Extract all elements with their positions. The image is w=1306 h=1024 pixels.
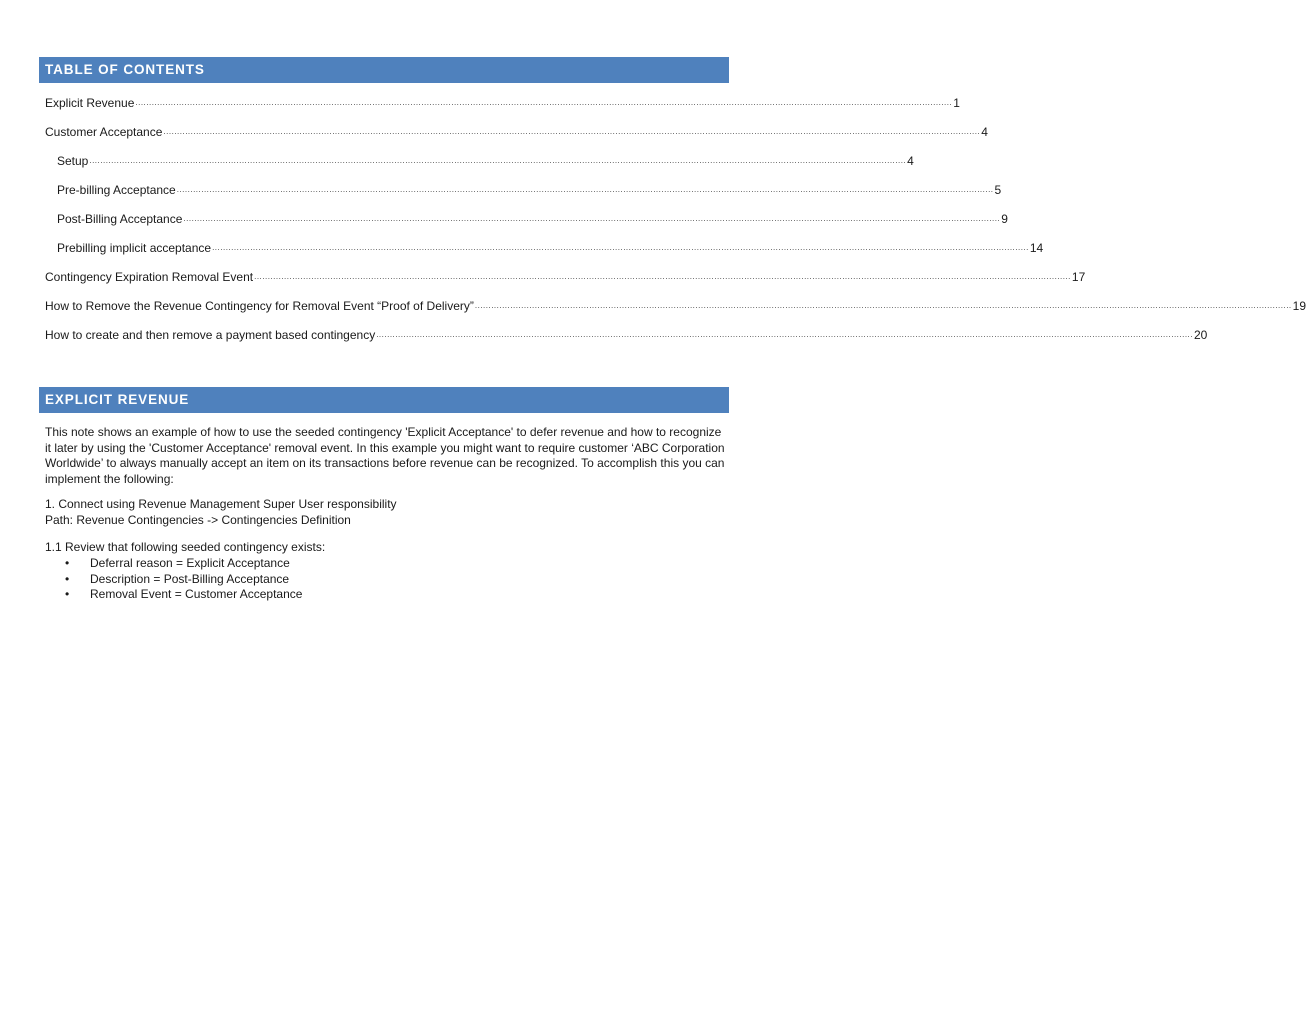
toc-leader-dots: ............................................................................................................................................................................................................................................................................................................	[89, 156, 907, 165]
toc-entry-title: How to create and then remove a payment based contingency	[45, 328, 376, 342]
toc-entry-customer-acceptance[interactable]	[45, 124, 988, 140]
toc-entry-post-billing-acceptance[interactable]	[57, 211, 1008, 227]
bullet-text: Removal Event = Customer Acceptance	[90, 587, 303, 601]
toc-entry-title: Prebilling implicit acceptance	[57, 241, 212, 255]
explicit-revenue-heading: EXPLICIT REVENUE	[39, 387, 729, 413]
toc-entry-title: How to Remove the Revenue Contingency for Removal Event “Proof of Delivery”	[45, 299, 474, 313]
list-item	[45, 572, 302, 588]
intro-paragraph: This note shows an example of how to use the seeded contingency 'Explicit Acceptance' to defer revenue and how to recognize it later by using the 'Customer Acceptance' removal event. In this example you might want to require customer ‘ABC Corporation Worldwide’ to always manually accept an item on its transactions before revenue can be recognized. To accomplish this you can implement the following:	[45, 425, 725, 486]
bullet-dot: •	[65, 587, 70, 601]
toc-leader-dots: ............................................................................................................................................................................................................................................................................................................	[183, 214, 1001, 223]
toc-entry-page: 20	[1194, 328, 1208, 342]
toc-leader-dots: ............................................................................................................................................................................................................................................................................................................	[176, 185, 994, 194]
toc-entry-page: 9	[1001, 212, 1008, 226]
toc-entry-title: Pre-billing Acceptance	[57, 183, 176, 197]
toc-entry-page: 14	[1029, 241, 1044, 255]
toc-leader-dots: ............................................................................................................................................................................................................................................................................................................	[212, 243, 1029, 252]
toc-heading: TABLE OF CONTENTS	[39, 57, 729, 83]
toc-leader-dots: ............................................................................................................................................................................................................................................................................................................	[474, 301, 1292, 310]
toc-entry-pre-billing-acceptance[interactable]	[57, 182, 1002, 198]
toc-entry-prebilling-implicit-acceptance[interactable]	[57, 240, 1044, 256]
step-1-1-text: 1.1 Review that following seeded contingency exists:	[45, 540, 326, 554]
step-1-text: 1. Connect using Revenue Management Super User responsibility	[45, 497, 397, 511]
toc-leader-dots: ............................................................................................................................................................................................................................................................................................................	[376, 330, 1193, 339]
toc-entry-page: 17	[1071, 270, 1086, 284]
toc-entry-page: 1	[953, 96, 960, 110]
bullet-text: Description = Post-Billing Acceptance	[90, 571, 290, 586]
toc-leader-dots: ............................................................................................................................................................................................................................................................................................................	[254, 272, 1071, 281]
path-text: Path: Revenue Contingencies -> Contingencies Definition	[45, 513, 351, 527]
toc-entry-page: 19	[1292, 299, 1306, 313]
toc-entry-page: 4	[981, 125, 988, 139]
toc-leader-dots: ............................................................................................................................................................................................................................................................................................................	[135, 98, 953, 107]
toc-entry-title: Contingency Expiration Removal Event	[45, 270, 254, 284]
toc-entry-explicit-revenue[interactable]	[45, 95, 960, 111]
toc-entry-title: Post-Billing Acceptance	[57, 212, 183, 226]
toc-entry-proof-of-delivery[interactable]	[45, 298, 1306, 314]
toc-entry-title: Explicit Revenue	[45, 96, 135, 110]
list-item	[45, 587, 302, 603]
list-item	[45, 556, 302, 572]
toc-entry-page: 4	[907, 154, 914, 168]
contingency-bullet-list	[45, 556, 302, 603]
toc-leader-dots: ............................................................................................................................................................................................................................................................................................................	[163, 127, 981, 136]
toc-entry-title: Setup	[57, 154, 89, 168]
toc-entry-title: Customer Acceptance	[45, 125, 163, 139]
bullet-text: Deferral reason = Explicit Acceptance	[90, 556, 290, 570]
toc-entry-payment-based-contingency[interactable]	[45, 327, 1208, 343]
bullet-dot: •	[65, 571, 70, 586]
toc-entry-page: 5	[994, 183, 1002, 197]
bullet-dot: •	[65, 556, 70, 570]
toc-entry-contingency-expiration[interactable]	[45, 269, 1086, 285]
toc-entry-setup[interactable]	[57, 153, 914, 169]
